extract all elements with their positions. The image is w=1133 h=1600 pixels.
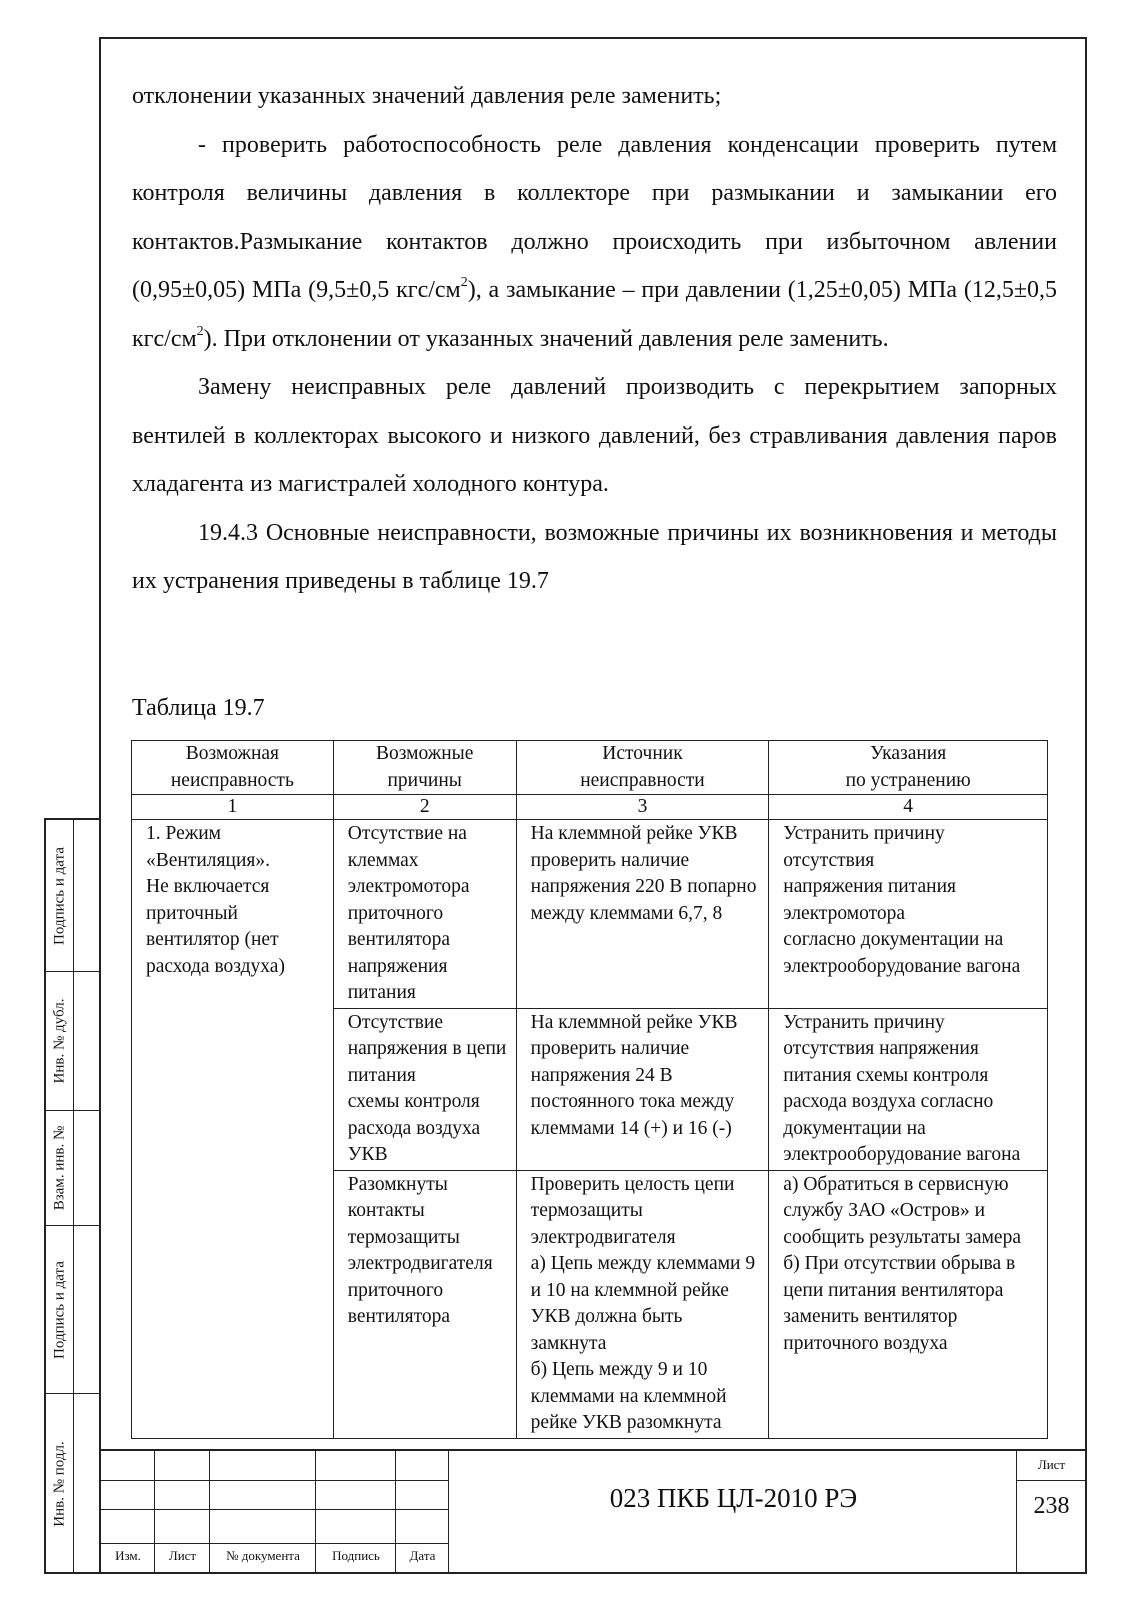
- column-number: 2: [333, 795, 516, 820]
- paragraph-text: - проверить работоспособность реле давления конденсации проверить путем контроля величины давления в коллекторе при размыкании и замыкании его контактов.Размыкание контактов должно происходить при избыточном авлении (0,95±0,05) МПа (9,5±0,5 кгс/см: [132, 131, 1057, 303]
- fault-cell: 1. Режим «Вентиляция». Не включается приточный вентилятор (нет расхода воздуха): [132, 820, 334, 1439]
- side-label: Инв. № дубл.: [51, 998, 67, 1084]
- column-number: 4: [769, 795, 1048, 820]
- paragraph-text: ), а замыкание – при давлении (1,25±0,05) МПа (12,5±0,5 кгс/см: [132, 277, 1057, 352]
- tb-label-docno: № документа: [226, 1548, 300, 1563]
- table-header: Указания по устранению: [769, 741, 1048, 795]
- side-cell-signature-date-2: [46, 1226, 99, 1394]
- side-label: Инв. № подл.: [51, 1441, 67, 1527]
- tb-label-date: Дата: [409, 1548, 436, 1563]
- sheet-number: 238: [1033, 1493, 1070, 1519]
- superscript: 2: [196, 323, 204, 339]
- cause-cell: Разомкнуты контакты термозащиты электродвигателя приточного вентилятора: [333, 1170, 516, 1438]
- paragraph: [132, 121, 1057, 364]
- sheet-divider: [1017, 1480, 1086, 1481]
- cause-cell: Отсутствие на клеммах электромотора приточного вентилятора напряжения питания: [333, 820, 516, 1009]
- action-cell: а) Обратиться в сервисную службу ЗАО «Остров» и сообщить результаты замера б) При отсутствии обрыва в цепи питания вентилятора заменить вентилятор приточного воздуха: [769, 1170, 1048, 1438]
- sheet-box: [1016, 1451, 1086, 1572]
- table-caption: Таблица 19.7: [132, 695, 265, 721]
- document-code: 023 ПКБ ЦЛ-2010 РЭ: [609, 1483, 858, 1513]
- table-header: Источник неисправности: [516, 741, 769, 795]
- column-number: 3: [516, 795, 769, 820]
- source-cell: Проверить целость цепи термозащиты электродвигателя а) Цепь между клеммами 9 и 10 на клеммной рейке УКВ должна быть замкнута б) Цепь между 9 и 10 клеммами на клеммной рейке УКВ разомкнута: [516, 1170, 769, 1438]
- title-block: [101, 1449, 1085, 1572]
- body-text: [132, 72, 1057, 606]
- tb-label-signature: Подпись: [332, 1548, 380, 1563]
- tb-row-line: [101, 1480, 449, 1481]
- table-header-row: [132, 741, 1048, 795]
- paragraph-text: ). При отклонении от указанных значений давления реле заменить.: [203, 325, 889, 352]
- side-label: Подпись и дата: [51, 846, 67, 945]
- tb-row-line: [101, 1509, 449, 1510]
- table-header: Возможные причины: [333, 741, 516, 795]
- side-cell-orig-inv: [46, 1394, 99, 1574]
- paragraph: отклонении указанных значений давления реле заменить;: [132, 83, 722, 109]
- source-cell: На клеммной рейке УКВ проверить наличие напряжения 24 В постоянного тока между клеммами 14 (+) и 16 (-): [516, 1008, 769, 1170]
- paragraph: 19.4.3 Основные неисправности, возможные причины их возникновения и методы их устранения приведены в таблице 19.7: [132, 519, 1057, 594]
- faults-table: [131, 740, 1048, 1439]
- source-cell: На клеммной рейке УКВ проверить наличие напряжения 220 В попарно между клеммами 6,7, 8: [516, 820, 769, 1009]
- side-label: Взам. инв. №: [51, 1125, 67, 1211]
- action-cell: Устранить причину отсутствия напряжения питания схемы контроля расхода воздуха согласно документации на электрооборудование вагона: [769, 1008, 1048, 1170]
- tb-row-line: [101, 1543, 449, 1544]
- side-stamp-strip: [44, 818, 99, 1574]
- side-cell-signature-date: [46, 820, 99, 972]
- paragraph: Замену неисправных реле давлений производить с перекрытием запорных вентилей в коллекторах высокого и низкого давлений, без стравливания давления паров хладагента из магистралей холодного контура.: [132, 374, 1057, 497]
- column-number: 1: [132, 795, 334, 820]
- table-row: [132, 820, 1048, 1009]
- column-number-row: [132, 795, 1048, 820]
- side-cell-replace-inv: [46, 1111, 99, 1226]
- cause-cell: Отсутствие напряжения в цепи питания схемы контроля расхода воздуха УКВ: [333, 1008, 516, 1170]
- tb-label-izm: Изм.: [115, 1548, 141, 1563]
- side-cell-dup-inv: [46, 972, 99, 1111]
- side-label: Подпись и дата: [51, 1260, 67, 1359]
- table-header: Возможная неисправность: [132, 741, 334, 795]
- tb-label-list: Лист: [168, 1548, 197, 1563]
- action-cell: Устранить причину отсутствия напряжения питания электромотора согласно документации на электрооборудование вагона: [769, 820, 1048, 1009]
- superscript: 2: [460, 275, 468, 290]
- sheet-label: Лист: [1037, 1457, 1066, 1472]
